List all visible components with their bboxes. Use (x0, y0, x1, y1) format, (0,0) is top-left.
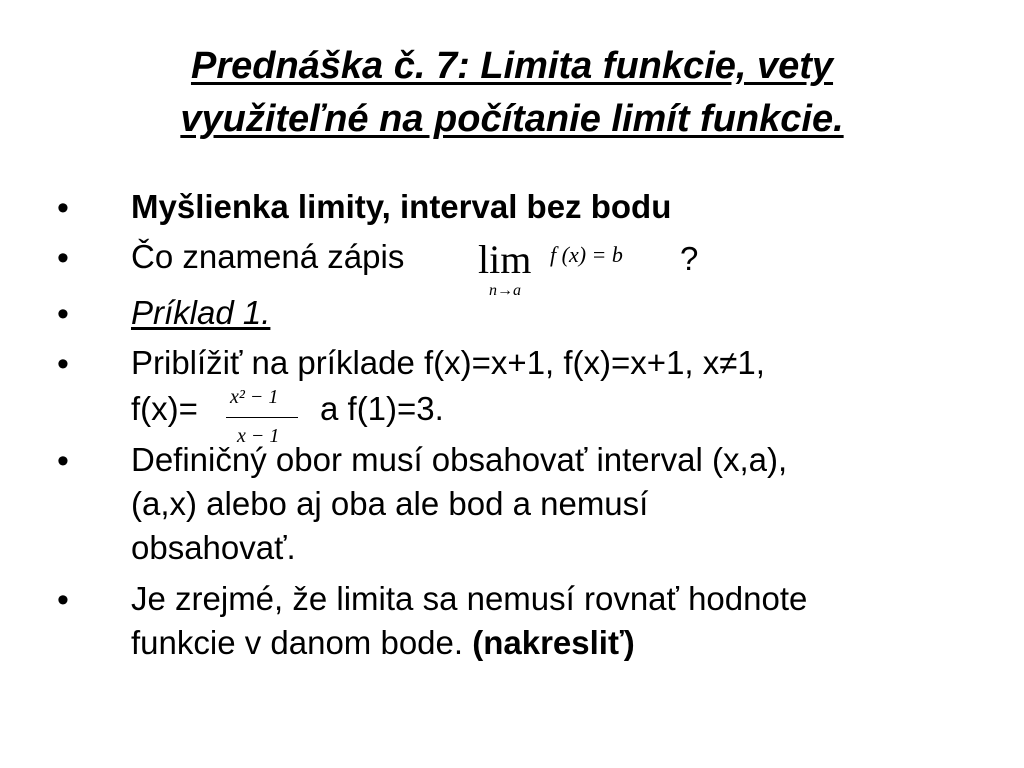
bullet-marker: • (57, 581, 69, 619)
fraction-denominator: x − 1 (237, 425, 280, 447)
bullet-item-approx-line2-end: a f(1)=3. (320, 390, 444, 427)
bullet-item-domain-line2: (a,x) alebo aj oba ale bod a nemusí (131, 485, 649, 522)
bullet-item-approx-line2-start: f(x)= (131, 390, 198, 427)
bullet-item-limit-value-line1: Je zrejmé, že limita sa nemusí rovnať hodnote (131, 580, 808, 617)
limit-subscript: n→a (489, 282, 521, 299)
limit-lim: lim (478, 237, 532, 282)
limit-value-text: funkcie v danom bode. (131, 624, 464, 661)
fraction-numerator: x² − 1 (230, 386, 279, 408)
bullet-marker: • (57, 239, 69, 277)
bullet-item-notation: Čo znamená zápis (131, 238, 405, 275)
limit-expression: f (x) = b (550, 242, 623, 267)
bullet-marker: • (57, 189, 69, 227)
example-label: Príklad 1. (131, 294, 271, 331)
title-line-2: využiteľné na počítanie limít funkcie. (180, 98, 844, 140)
bullet-marker: • (57, 345, 69, 383)
bullet-item-approx-line1: Priblížiť na príklade f(x)=x+1, f(x)=x+1, x≠1, (131, 344, 765, 381)
bullet-marker: • (57, 442, 69, 480)
bullet-item-limit-value-line2 (131, 624, 981, 661)
draw-note: (nakresliť) (472, 624, 635, 661)
title-line-1: Prednáška č. 7: Limita funkcie, vety (190, 45, 834, 87)
bullet-item-domain-line1: Definičný obor musí obsahovať interval (x,a), (131, 441, 788, 478)
bullet-marker: • (57, 295, 69, 333)
bullet-item-idea: Myšlienka limity, interval bez bodu (131, 188, 672, 225)
bullet-item-example (131, 294, 981, 331)
question-mark: ? (680, 240, 699, 277)
bullet-item-domain-line3: obsahovať. (131, 529, 296, 566)
fraction-bar (226, 417, 298, 418)
